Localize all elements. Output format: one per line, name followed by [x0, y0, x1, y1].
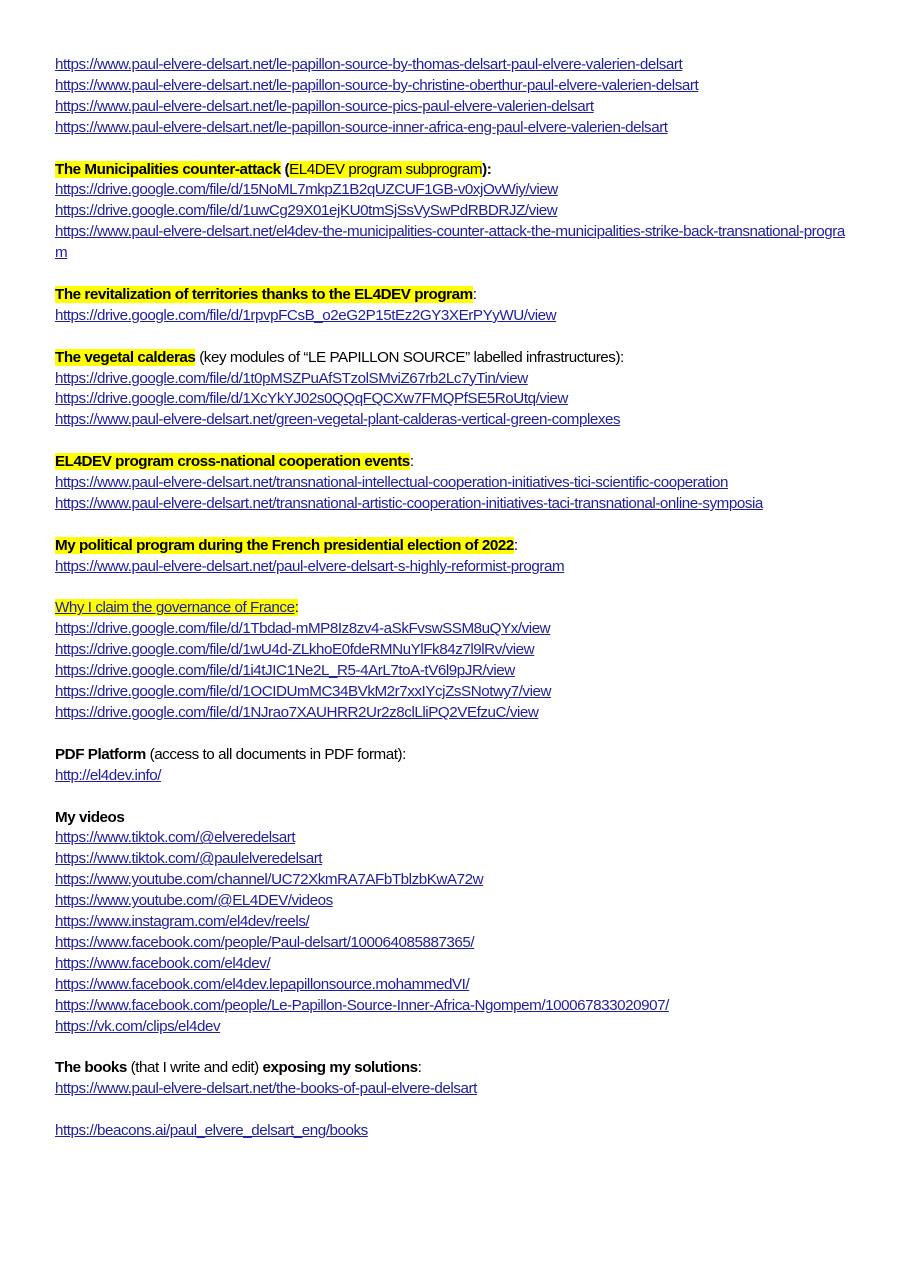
calderas-note: (key modules of “LE PAPILLON SOURCE” labelled infrastructures):	[195, 348, 624, 366]
municipalities-note: EL4DEV program subprogram	[289, 160, 483, 178]
governance-link-5[interactable]: https://drive.google.com/file/d/1NJrao7XAUHRR2Ur2z8clLliPQ2VEfzuC/view	[55, 704, 539, 721]
governance-heading-line	[55, 598, 855, 619]
spacer	[55, 139, 855, 160]
municipalities-link-2[interactable]: https://drive.google.com/file/d/1uwCg29X01ejKU0tmSjSsVySwPdRBDRJZ/view	[55, 202, 558, 220]
calderas-link-2[interactable]: https://drive.google.com/file/d/1XcYkYJ02s0QQqFQCXw7FMQPfSE5RoUtq/view	[55, 390, 568, 408]
municipalities-heading: The Municipalities counter-attack	[55, 160, 281, 178]
cooperation-link-2[interactable]: https://www.paul-elvere-delsart.net/transnational-artistic-cooperation-initiatives-taci-transnational-online-symposia	[55, 494, 763, 512]
revitalization-link-1[interactable]: https://drive.google.com/file/d/1rpvpFCsB_o2eG2P15tEz2GY3XErPYyWU/view	[55, 306, 557, 324]
political-suffix: :	[513, 536, 518, 554]
municipalities-link-3[interactable]: https://www.paul-elvere-delsart.net/el4dev-the-municipalities-counter-attack-the-municipalities-strike-back-transnational-program	[55, 223, 845, 262]
spacer	[55, 787, 855, 808]
political-link-1[interactable]: https://www.paul-elvere-delsart.net/paul-elvere-delsart-s-highly-reformist-program	[55, 557, 565, 575]
revitalization-suffix: :	[472, 285, 477, 303]
books-note: (that I write and edit)	[126, 1059, 263, 1077]
revitalization-heading: The revitalization of territories thanks to the EL4DEV program	[55, 285, 473, 303]
videos-link-5[interactable]: https://www.instagram.com/el4dev/reels/	[55, 913, 310, 931]
videos-heading: My videos	[55, 808, 125, 826]
videos-link-6[interactable]: https://www.facebook.com/people/Paul-delsart/100064085887365/	[55, 933, 475, 951]
papillon-link-2[interactable]: https://www.paul-elvere-delsart.net/le-papillon-source-by-christine-oberthur-paul-elvere-valerien-delsart	[55, 76, 699, 94]
spacer	[55, 327, 855, 348]
calderas-heading-line	[55, 348, 855, 369]
cooperation-heading-line	[55, 452, 855, 473]
cooperation-link-1[interactable]: https://www.paul-elvere-delsart.net/transnational-intellectual-cooperation-initiatives-tici-scientific-cooperation	[55, 474, 728, 492]
calderas-link-3[interactable]: https://www.paul-elvere-delsart.net/green-vegetal-plant-calderas-vertical-green-complexes	[55, 411, 621, 429]
governance-suffix: :	[294, 599, 299, 617]
governance-link-4[interactable]: https://drive.google.com/file/d/1OCIDUmMC34BVkM2r7xxIYcjZsSNotwy7/view	[55, 683, 552, 701]
municipalities-open-paren: (	[280, 160, 290, 178]
books-link-1[interactable]: https://www.paul-elvere-delsart.net/the-books-of-paul-elvere-delsart	[55, 1080, 477, 1098]
calderas-heading: The vegetal calderas	[55, 348, 196, 366]
books-link-2[interactable]: https://beacons.ai/paul_elvere_delsart_eng/books	[55, 1122, 368, 1140]
videos-link-4[interactable]: https://www.youtube.com/@EL4DEV/videos	[55, 892, 333, 910]
papillon-link-4[interactable]: https://www.paul-elvere-delsart.net/le-papillon-source-inner-africa-eng-paul-elvere-valerien-delsart	[55, 118, 668, 136]
books-heading-b: exposing my solutions	[262, 1059, 418, 1077]
spacer	[55, 264, 855, 285]
municipalities-link-1[interactable]: https://drive.google.com/file/d/15NoML7mkpZ1B2qUZCUF1GB-v0xjOvWiy/view	[55, 181, 558, 199]
revitalization-heading-line	[55, 285, 855, 306]
pdf-note: (access to all documents in PDF format):	[145, 745, 406, 763]
papillon-link-3[interactable]: https://www.paul-elvere-delsart.net/le-papillon-source-pics-paul-elvere-valerien-delsart	[55, 97, 594, 115]
calderas-link-1[interactable]: https://drive.google.com/file/d/1t0pMSZPuAfSTzolSMviZ67rb2Lc7yTin/view	[55, 369, 528, 387]
cooperation-suffix: :	[409, 453, 414, 471]
books-suffix: :	[417, 1059, 422, 1077]
spacer	[55, 578, 855, 599]
cooperation-heading: EL4DEV program cross-national cooperation events	[55, 453, 410, 471]
governance-link-3[interactable]: https://drive.google.com/file/d/1i4tJIC1Ne2L_R5-4ArL7toA-tV6l9pJR/view	[55, 662, 515, 680]
videos-link-1[interactable]: https://www.tiktok.com/@elveredelsart	[55, 829, 296, 847]
pdf-heading: PDF Platform	[55, 745, 146, 763]
videos-link-8[interactable]: https://www.facebook.com/el4dev.lepapillonsource.mohammedVI/	[55, 975, 470, 993]
pdf-heading-line	[55, 745, 855, 766]
videos-link-3[interactable]: https://www.youtube.com/channel/UC72XkmRA7AFbTblzbKwA72w	[55, 871, 484, 889]
papillon-link-1[interactable]: https://www.paul-elvere-delsart.net/le-papillon-source-by-thomas-delsart-paul-elvere-valerien-delsart	[55, 56, 683, 73]
videos-link-9[interactable]: https://www.facebook.com/people/Le-Papillon-Source-Inner-Africa-Ngompem/100067833020907/	[55, 996, 669, 1014]
political-heading: My political program during the French presidential election of 2022	[55, 536, 514, 554]
spacer	[55, 515, 855, 536]
videos-link-7[interactable]: https://www.facebook.com/el4dev/	[55, 954, 271, 972]
videos-link-2[interactable]: https://www.tiktok.com/@paulelveredelsart	[55, 850, 323, 868]
books-heading-a: The books	[55, 1059, 127, 1077]
spacer	[55, 1100, 855, 1121]
spacer	[55, 431, 855, 452]
spacer	[55, 724, 855, 745]
governance-link-2[interactable]: https://drive.google.com/file/d/1wU4d-ZLkhoE0fdeRMNuYlFk84z7l9lRv/view	[55, 641, 535, 659]
document-body	[55, 55, 855, 1142]
books-heading-line	[55, 1058, 855, 1079]
videos-link-10[interactable]: https://vk.com/clips/el4dev	[55, 1017, 221, 1035]
pdf-link-1[interactable]: http://el4dev.info/	[55, 766, 161, 784]
spacer	[55, 1037, 855, 1058]
governance-link-1[interactable]: https://drive.google.com/file/d/1Tbdad-mMP8Iz8zv4-aSkFvswSSM8uQYx/view	[55, 620, 551, 638]
municipalities-heading-line	[55, 160, 855, 181]
municipalities-close: ):	[482, 160, 492, 178]
political-heading-line	[55, 536, 855, 557]
governance-heading[interactable]: Why I claim the governance of France	[55, 599, 295, 617]
